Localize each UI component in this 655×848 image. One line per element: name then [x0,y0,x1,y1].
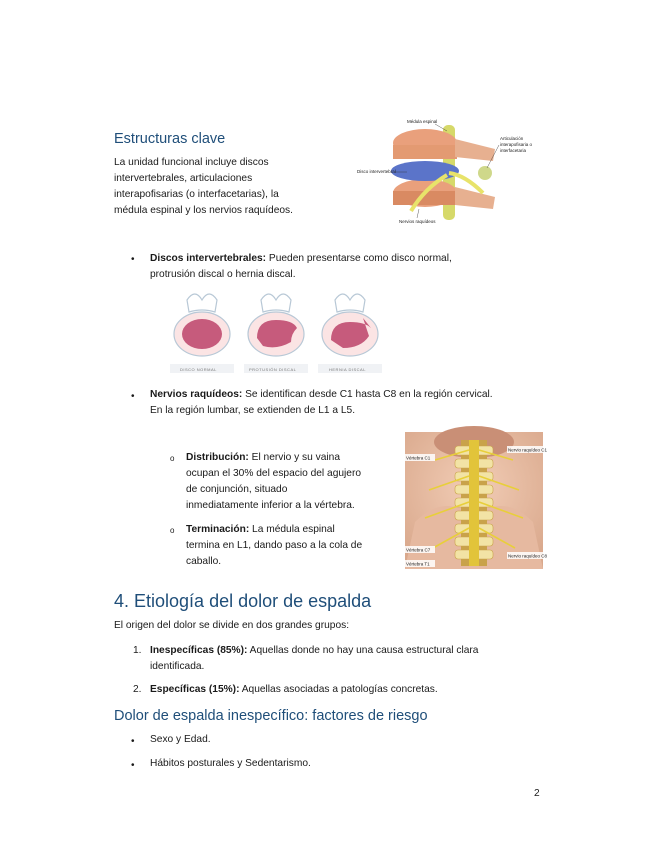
risk-item: Sexo y Edad. [150,734,211,745]
bullet-bold: Discos intervertebrales: [150,253,267,264]
bullet-discos [150,251,540,283]
list-bold: Inespecíficas (85%): [150,645,248,656]
label-vertebra-t1: Vértebra T1 [406,561,430,567]
paragraph-line: interapofisarias (o interfacetarias), la [114,189,279,200]
bullet-dot: • [131,736,135,747]
bullet-dot: • [131,760,135,771]
list-item-especificas [150,682,540,698]
list-number: 2. [133,684,142,695]
sub-bullet-circle: o [170,526,175,535]
section-title-estructuras: Estructuras clave [114,131,226,147]
bullet-text: de conjunción, situado [186,484,288,495]
bullet-text: ocupan el 30% del espacio del agujero [186,468,362,479]
list-item-inespecificas [150,643,540,675]
sub-bullet-circle: o [170,454,175,463]
caption-disco-normal: DISCO NORMAL [180,367,217,372]
list-text: Aquellas asociadas a patologías concretas. [239,684,438,695]
list-bold: Específicas (15%): [150,684,240,695]
bullet-text: protrusión discal o hernia discal. [150,269,296,280]
risk-item: Hábitos posturales y Sedentarismo. [150,758,311,769]
cervical-spine-figure [405,432,548,569]
bullet-bold: Nervios raquídeos: [150,389,243,400]
paragraph-line: La unidad funcional incluye discos [114,157,269,168]
paragraph-line: intervertebrales, articulaciones [114,173,253,184]
label-nervio-c8: Nervio raquídeo C8 [508,553,548,559]
paragraph-line: médula espinal y los nervios raquídeos. [114,205,293,216]
section-title-riesgo: Dolor de espalda inespecífico: factores de riesgo [114,708,428,724]
label-nervio-c1: Nervio raquídeo C1 [508,447,548,453]
disc-types-figure [165,282,387,378]
label-nervios: Nervios raquídeos [399,219,436,224]
bullet-nervios [150,387,550,419]
list-number: 1. [133,645,142,656]
sub-bullet-terminacion [186,522,401,570]
etiologia-intro: El origen del dolor se divide en dos grandes grupos: [114,620,350,631]
label-medula: Médula espinal [407,119,438,124]
bullet-text: Se identifican desde C1 hasta C8 en la región cervical. [242,389,493,400]
bullet-dot: • [131,391,135,402]
estructuras-paragraph [114,155,344,219]
bullet-text: En la región lumbar, se extienden de L1 a L5. [150,405,356,416]
list-text: Aquellas donde no hay una causa estructural clara [247,645,479,656]
bullet-bold: Distribución: [186,452,249,463]
bullet-text: El nervio y su vaina [248,452,340,463]
label-vertebra-c7: Vértebra C7 [406,547,431,553]
label-articulacion-2: interapofisaria o [500,142,533,147]
label-articulacion-1: Articulación [500,136,524,141]
bullet-bold: Terminación: [186,524,250,535]
caption-hernia: HERNIA DISCAL [329,367,366,372]
list-text: identificada. [150,661,205,672]
bullet-text: caballo. [186,556,222,567]
label-vertebra-c1: Vértebra C1 [406,455,431,461]
spine-segment-figure [355,113,545,228]
label-disco: Disco intervertebral [357,169,396,174]
section-title-etiologia: 4. Etiología del dolor de espalda [114,591,372,611]
bullet-text: La médula espinal [249,524,335,535]
bullet-text: Pueden presentarse como disco normal, [266,253,452,264]
bullet-dot: • [131,254,135,265]
sub-bullet-distribucion [186,450,401,514]
bullet-text: inmediatamente inferior a la vértebra. [186,500,355,511]
bullet-text: termina en L1, dando paso a la cola de [186,540,363,551]
caption-protusion: PROTUSIÓN DISCAL [249,367,297,372]
label-articulacion-3: interfacetaria [500,148,527,153]
page-number: 2 [534,788,540,799]
